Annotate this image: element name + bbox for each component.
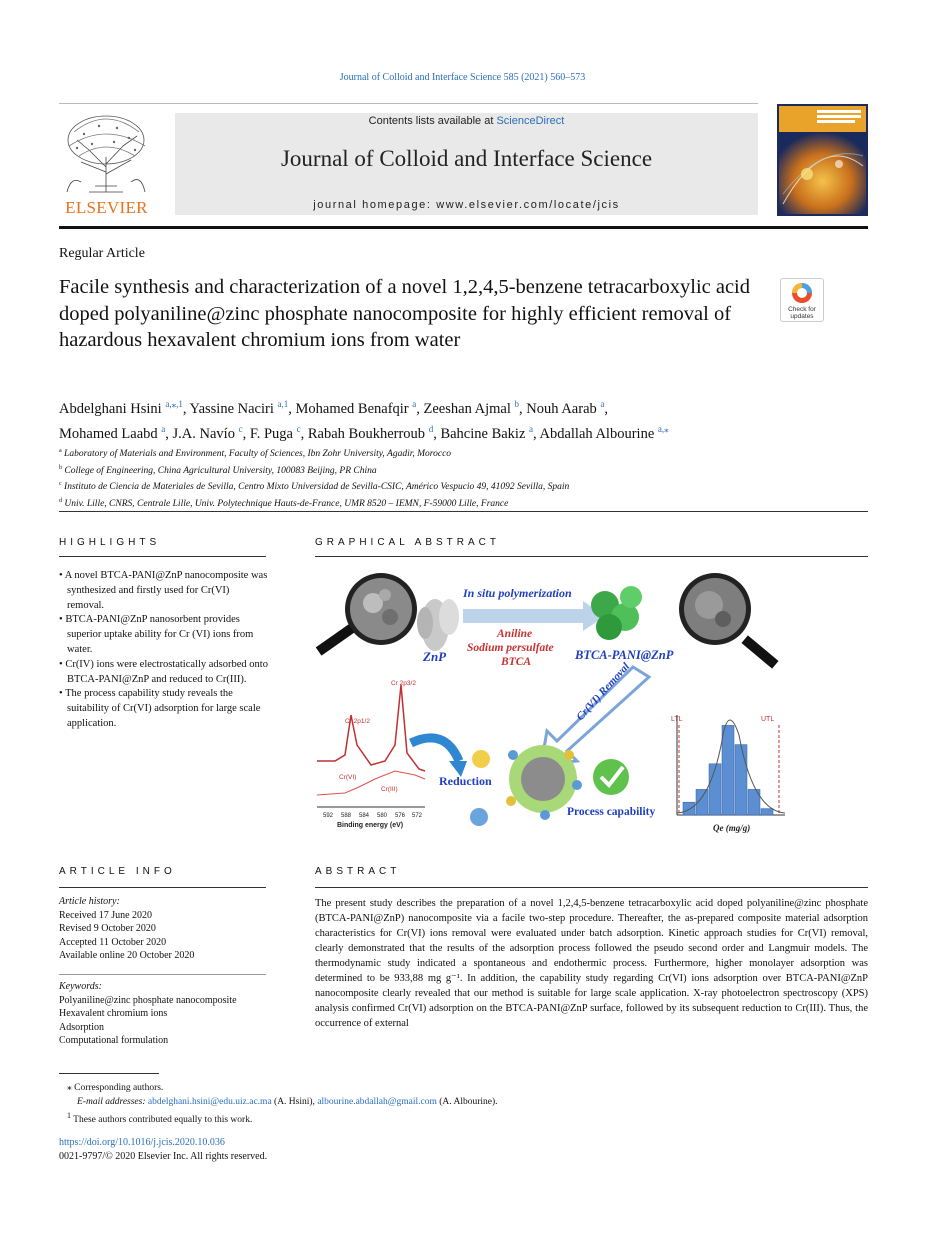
header-rule	[59, 226, 868, 229]
magnifier-left-icon	[316, 573, 417, 656]
reagent-label: Sodium persulfate	[467, 642, 554, 654]
journal-title: Journal of Colloid and Interface Science	[280, 146, 653, 171]
xps-series-label: Cr(III)	[381, 786, 398, 793]
znp-particles-icon	[417, 599, 459, 651]
list-item: • The process capability study reveals the suitability of Cr(VI) adsorption for large scale application.	[59, 687, 269, 731]
histogram-bar	[709, 764, 721, 815]
article-info-heading: ARTICLE INFO	[59, 866, 176, 877]
xps-peak-label: Cr 2p3/2	[391, 680, 416, 687]
list-item: • BTCA-PANI@ZnP nanosorbent provides superior uptake ability for Cr (VI) ions from water.	[59, 613, 269, 657]
crossmark-label-1: Check for	[788, 306, 816, 313]
history-item: Revised 9 October 2020	[59, 923, 156, 934]
author[interactable]: J.A. Navío $^c$	[172, 423, 243, 442]
list-item: • Cr(IV) ions were electrostatically adsorbed onto BTCA-PANI@ZnP and reduced to Cr(III).	[59, 658, 269, 688]
author[interactable]: Mohamed Laabd $^a$	[59, 423, 166, 442]
author[interactable]: Mohamed Benafqir $^a$	[295, 399, 417, 417]
author[interactable]: Zeeshan Ajmal $^b$	[423, 399, 520, 417]
crossmark-label-2: updates	[790, 313, 814, 320]
divider	[59, 974, 266, 975]
xps-tick-label: 584	[359, 813, 370, 819]
xps-tick-label: 572	[412, 813, 423, 819]
equal-contribution-note: These authors contributed equally to this work.	[73, 1115, 253, 1126]
xps-tick-label: 580	[377, 813, 388, 819]
article-type: Regular Article	[59, 246, 145, 261]
divider	[315, 887, 868, 888]
curved-arrow-icon	[411, 738, 459, 761]
history-item: Available online 20 October 2020	[59, 950, 195, 961]
reagent-label: BTCA	[501, 656, 532, 668]
divider	[315, 556, 868, 557]
product-label: BTCA-PANI@ZnP	[575, 648, 674, 662]
keyword: Hexavalent chromium ions	[59, 1008, 168, 1019]
journal-homepage[interactable]: journal homepage: www.elsevier.com/locate/jcis	[313, 199, 620, 211]
author-list: Abdelghani Hsini $^{a,⁎,1}$, Yassine Naciri $^{a,1}$, Mohamed Benafqir $^a$, Zeeshan Ajmal $^b$, Nouh Aarab $^a$, Mohamed Laabd $^a$, J.A. Navío $^c$, F. Puga $^c$, Rabah Boukherroub $^d$, Bahcine Bakiz $^a$, Abdallah Albourine $^{a,⁎}$	[59, 399, 669, 442]
divider	[59, 1073, 159, 1074]
affiliations	[59, 445, 868, 512]
xps-xlabel: Binding energy (eV)	[337, 822, 404, 829]
xps-tick-label: 576	[395, 813, 406, 819]
histogram-bar	[722, 725, 734, 815]
author[interactable]: Abdelghani Hsini $^{a,⁎,1}$	[59, 399, 183, 417]
xps-series-label: Cr(VI)	[339, 774, 357, 781]
crossmark-icon	[781, 279, 823, 321]
doi-link[interactable]: https://doi.org/10.1016/j.jcis.2020.10.036	[59, 1137, 225, 1148]
histogram-chart	[677, 715, 785, 815]
histogram-bar	[761, 809, 773, 815]
corresponding-note: ⁎ Corresponding authors.	[67, 1083, 164, 1093]
author[interactable]: Abdallah Albourine $^{a,⁎}$	[539, 423, 669, 442]
keyword: Polyaniline@zinc phosphate nanocomposite	[59, 994, 237, 1006]
footnotes: ⁎ Corresponding authors. E-mail addresses: abdelghani.hsini@edu.uiz.ac.ma (A. Hsini), albourine.abdallah@gmail.com (A. Albourine). $^1$ These authors contributed equally to this work.	[59, 1081, 868, 1127]
divider	[59, 556, 266, 557]
xps-tick-label: 588	[341, 813, 352, 819]
process-capability-label: Process capability	[567, 806, 656, 818]
highlights-heading: HIGHLIGHTS	[59, 537, 161, 548]
highlights-list	[59, 569, 269, 732]
history-item: Received 17 June 2020	[59, 909, 153, 921]
keywords: Keywords: Polyaniline@zinc phosphate nanocomposite Hexavalent chromium ions Adsorption Computational formulation	[59, 980, 266, 1048]
reduction-label: Reduction	[439, 774, 492, 788]
check-for-updates-button[interactable]	[780, 278, 824, 322]
composite-particles-icon	[591, 586, 642, 640]
graphical-abstract-heading: GRAPHICAL ABSTRACT	[315, 537, 500, 548]
znp-label: ZnP	[423, 649, 447, 664]
synthesis-arrow-icon	[463, 601, 605, 631]
publisher-logo-text: ELSEVIER	[65, 198, 148, 217]
article-title: Facile synthesis and characterization of a novel 1,2,4,5-benzene tetracarboxylic acid doped polyaniline@zinc phosphate nanocomposite for highly efficient removal of hazardous hexavalent chromium ions from water	[59, 276, 751, 351]
author[interactable]: F. Puga $^c$	[249, 423, 301, 442]
journal-cover-image[interactable]	[777, 104, 868, 216]
author[interactable]: Rabah Boukherroub $^d$	[307, 423, 434, 442]
abstract-heading: ABSTRACT	[315, 866, 401, 877]
list-item: • A novel BTCA-PANI@ZnP nanocomposite was synthesized and firstly used for Cr(VI) removal.	[59, 569, 269, 613]
author[interactable]: Bahcine Bakiz $^a$	[440, 423, 534, 442]
graphical-abstract-figure[interactable]	[315, 565, 870, 837]
affiliation: $^b$ College of Engineering, China Agricultural University, 100083 Beijing, PR China	[59, 464, 377, 476]
issn-copyright: 0021-9797/© 2020 Elsevier Inc. All rights reserved.	[59, 1151, 268, 1162]
histogram-bar	[735, 745, 747, 815]
reagent-label: Aniline	[497, 628, 533, 640]
xps-peak-label: Cr 2p1/2	[345, 718, 370, 725]
affiliation: $^a$ Laboratory of Materials and Environment, Faculty of Sciences, Ibn Zohr University, Agadir, Morocco	[59, 448, 452, 460]
utl-label: UTL	[761, 716, 775, 723]
sciencedirect-link[interactable]: ScienceDirect	[496, 115, 565, 127]
email-link[interactable]: abdelghani.hsini@edu.uiz.ac.ma	[147, 1097, 272, 1107]
magnifier-right-icon	[679, 573, 779, 669]
email-link[interactable]: albourine.abdallah@gmail.com	[317, 1097, 437, 1107]
abstract-text: The present study describes the preparation of a novel 1,2,4,5-benzene tetracarboxylic acid doped polyaniline@zinc phosphate (BTCA-PANI@ZnP) nanocomposite via a facile two-step procedure. Thereafter, the as-prepared composite material adsorption characteristics for Cr(VI) ions removal were evaluated under batch adsorption. Kinetic approach studies for Cr(VI) removal, clearly demonstrated that the results of the adsorption process followed the pseudo second order and Langmuir models. The thermodynamic study indicated a spontaneous and endothermic process. Furthermore, higher monolayer adsorption was determined to be 933,88 mg g⁻¹. In addition, the capability study regarding Cr(VI) ions adsorption over BTCA-PANI@ZnP nanocomposite clearly revealed that our method is suitable for large scale application. X-ray photoelectron spectroscopy (XPS) analysis confirmed Cr(VI) adsorption on the BTCA-PANI@ZnP surface, followed by its subsequent reduction to Cr(III). Thus, the occurrence of external	[315, 898, 868, 1029]
article-history: Article history: Received 17 June 2020 Revised 9 October 2020 Accepted 11 October 2020 Available online 20 October 2020	[59, 895, 266, 963]
journal-reference[interactable]: Journal of Colloid and Interface Science 585 (2021) 560–573	[339, 72, 586, 83]
removal-label: Cr(VI) Removal	[574, 660, 633, 724]
ltl-label: LTL	[671, 716, 683, 723]
hist-xlabel: Qe (mg/g)	[713, 823, 751, 833]
divider	[59, 887, 266, 888]
keyword: Computational formulation	[59, 1035, 169, 1046]
author[interactable]: Yassine Naciri $^{a,1}$	[189, 399, 289, 417]
history-item: Accepted 11 October 2020	[59, 936, 167, 948]
divider	[59, 103, 758, 104]
affiliation: $^c$ Instituto de Ciencia de Materiales de Sevilla, Centro Mixto Universidad de Sevilla-CSIC, Américo Vespucio 49, 41092 Sevilla, Spain	[59, 481, 570, 493]
author[interactable]: Nouh Aarab $^a$	[526, 399, 605, 417]
affiliation: $^d$ Univ. Lille, CNRS, Centrale Lille, Univ. Polytechnique Hauts-de-France, UMR 8520 – IEMN, F-59000 Lille, France	[59, 497, 509, 510]
in-situ-label: In situ polymerization	[463, 586, 572, 600]
histogram-bar	[683, 802, 695, 815]
checkmark-icon	[593, 759, 629, 795]
xps-tick-label: 592	[323, 813, 334, 819]
contents-line: Contents lists available at ScienceDirect	[368, 115, 565, 127]
xps-spectrum	[317, 685, 425, 807]
keyword: Adsorption	[59, 1021, 104, 1033]
divider	[59, 511, 868, 512]
